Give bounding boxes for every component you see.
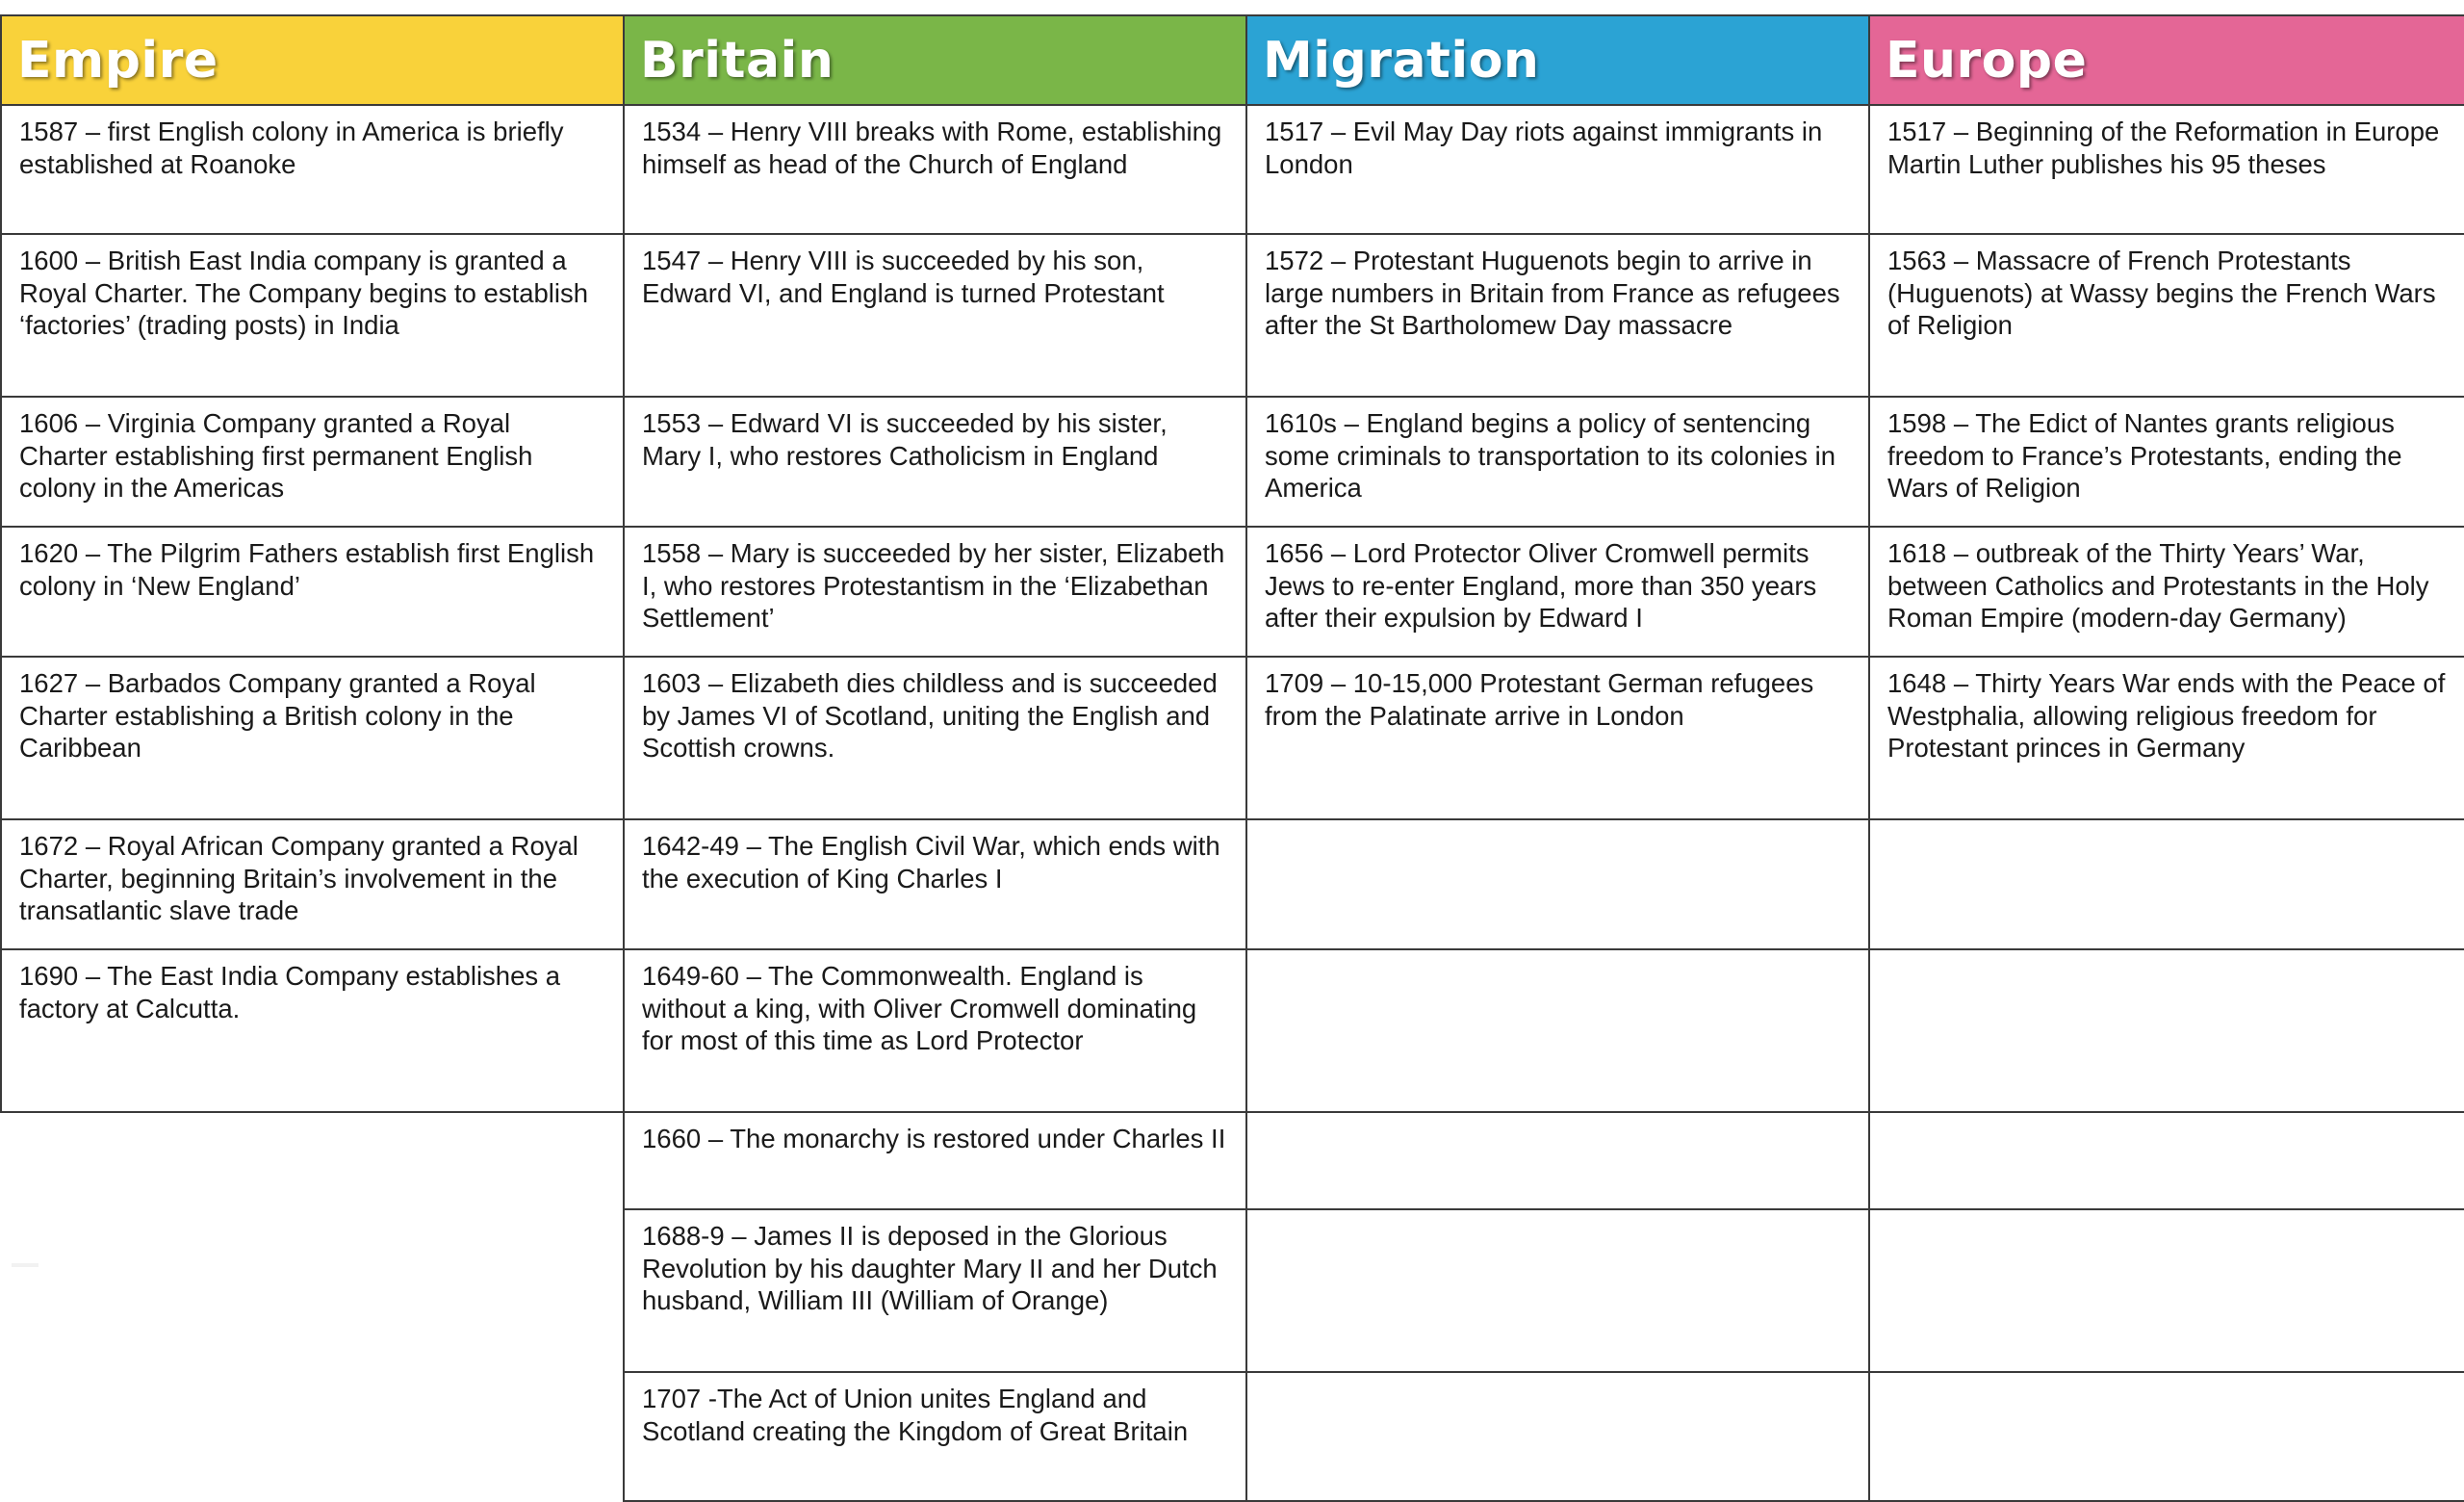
- table-row: [1, 1209, 2464, 1372]
- cell-migration: [1246, 1209, 1869, 1372]
- empty-area: [1, 1209, 624, 1372]
- cell-europe: 1563 – Massacre of French Protestants (Huguenots) at Wassy begins the French Wars of Religion: [1869, 234, 2464, 397]
- cell-europe: 1517 – Beginning of the Reformation in Europe Martin Luther publishes his 95 theses: [1869, 105, 2464, 234]
- cell-britain: 1707 -The Act of Union unites England and Scotland creating the Kingdom of Great Britain: [624, 1372, 1246, 1501]
- table-row: [1, 657, 2464, 819]
- cell-empire: 1627 – Barbados Company granted a Royal Charter establishing a British colony in the Caribbean: [1, 657, 624, 819]
- cell-britain: 1558 – Mary is succeeded by her sister, Elizabeth I, who restores Protestantism in the ‘Elizabethan Settlement’: [624, 527, 1246, 657]
- cell-empire: 1672 – Royal African Company granted a Royal Charter, beginning Britain’s involvement in the transatlantic slave trade: [1, 819, 624, 949]
- timeline-body: [1, 105, 2464, 1501]
- cell-migration: 1610s – England begins a policy of sentencing some criminals to transportation to its colonies in America: [1246, 397, 1869, 527]
- cell-migration: [1246, 1112, 1869, 1209]
- cell-britain: 1553 – Edward VI is succeeded by his sister, Mary I, who restores Catholicism in England: [624, 397, 1246, 527]
- table-row: [1, 397, 2464, 527]
- cell-britain: 1660 – The monarchy is restored under Charles II: [624, 1112, 1246, 1209]
- cell-europe: [1869, 1372, 2464, 1501]
- column-header-britain: Britain: [624, 15, 1246, 105]
- cell-britain: 1547 – Henry VIII is succeeded by his son, Edward VI, and England is turned Protestant: [624, 234, 1246, 397]
- cell-britain: 1688-9 – James II is deposed in the Glorious Revolution by his daughter Mary II and her Dutch husband, William III (William of Orange): [624, 1209, 1246, 1372]
- cell-empire: 1620 – The Pilgrim Fathers establish first English colony in ‘New England’: [1, 527, 624, 657]
- cell-britain: 1642-49 – The English Civil War, which ends with the execution of King Charles I: [624, 819, 1246, 949]
- cell-empire: 1600 – British East India company is granted a Royal Charter. The Company begins to establish ‘factories’ (trading posts) in India: [1, 234, 624, 397]
- table-row: [1, 949, 2464, 1112]
- faint-mark: [12, 1263, 38, 1267]
- table-row: [1, 1112, 2464, 1209]
- cell-britain: 1649-60 – The Commonwealth. England is without a king, with Oliver Cromwell dominating for most of this time as Lord Protector: [624, 949, 1246, 1112]
- cell-migration: [1246, 819, 1869, 949]
- cell-migration: 1656 – Lord Protector Oliver Cromwell permits Jews to re-enter England, more than 350 years after their expulsion by Edward I: [1246, 527, 1869, 657]
- cell-europe: [1869, 949, 2464, 1112]
- cell-empire: 1606 – Virginia Company granted a Royal Charter establishing first permanent English colony in the Americas: [1, 397, 624, 527]
- column-header-empire: Empire: [1, 15, 624, 105]
- header-row: [1, 15, 2464, 105]
- cell-migration: [1246, 1372, 1869, 1501]
- cell-migration: 1572 – Protestant Huguenots begin to arrive in large numbers in Britain from France as refugees after the St Bartholomew Day massacre: [1246, 234, 1869, 397]
- cell-europe: [1869, 1209, 2464, 1372]
- table-row: [1, 1372, 2464, 1501]
- table-row: [1, 819, 2464, 949]
- column-header-migration: Migration: [1246, 15, 1869, 105]
- empty-area: [1, 1112, 624, 1209]
- cell-migration: 1517 – Evil May Day riots against immigrants in London: [1246, 105, 1869, 234]
- cell-europe: [1869, 1112, 2464, 1209]
- cell-empire: 1690 – The East India Company establishes a factory at Calcutta.: [1, 949, 624, 1112]
- cell-europe: [1869, 819, 2464, 949]
- timeline-table: [0, 14, 2464, 1502]
- cell-migration: 1709 – 10-15,000 Protestant German refugees from the Palatinate arrive in London: [1246, 657, 1869, 819]
- table-row: [1, 527, 2464, 657]
- cell-britain: 1603 – Elizabeth dies childless and is succeeded by James VI of Scotland, uniting the English and Scottish crowns.: [624, 657, 1246, 819]
- empty-area: [1, 1372, 624, 1501]
- cell-europe: 1598 – The Edict of Nantes grants religious freedom to France’s Protestants, ending the Wars of Religion: [1869, 397, 2464, 527]
- cell-britain: 1534 – Henry VIII breaks with Rome, establishing himself as head of the Church of England: [624, 105, 1246, 234]
- table-row: [1, 105, 2464, 234]
- cell-europe: 1618 – outbreak of the Thirty Years’ War, between Catholics and Protestants in the Holy Roman Empire (modern-day Germany): [1869, 527, 2464, 657]
- column-header-europe: Europe: [1869, 15, 2464, 105]
- cell-migration: [1246, 949, 1869, 1112]
- cell-europe: 1648 – Thirty Years War ends with the Peace of Westphalia, allowing religious freedom for Protestant princes in Germany: [1869, 657, 2464, 819]
- table-row: [1, 234, 2464, 397]
- cell-empire: 1587 – first English colony in America is briefly established at Roanoke: [1, 105, 624, 234]
